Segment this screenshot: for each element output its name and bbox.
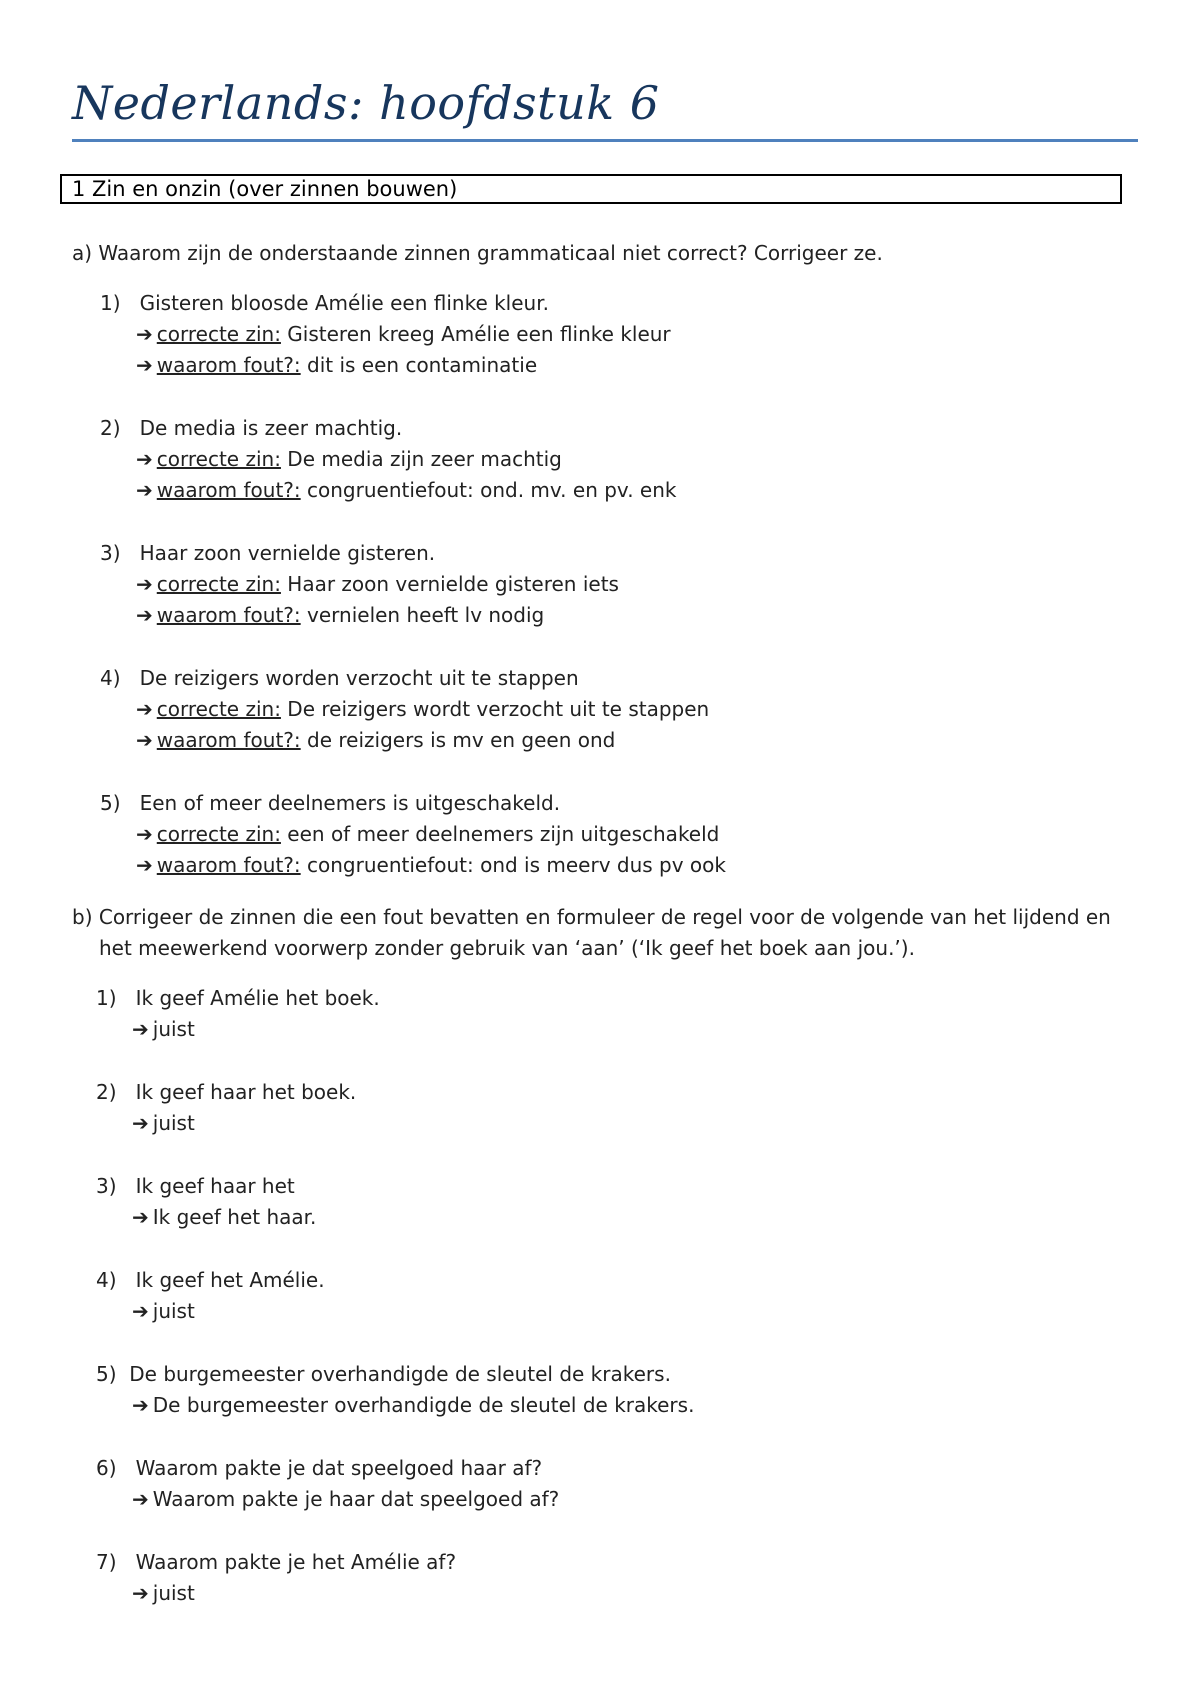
item-number: 1) (96, 986, 117, 1010)
correct-line (136, 321, 671, 347)
arrow-icon: ➔ (136, 603, 153, 627)
arrow-icon: ➔ (132, 1017, 149, 1041)
answer-line (132, 1298, 195, 1324)
answer-text: Waarom pakte je haar dat speelgoed af? (152, 1487, 560, 1511)
item-text (100, 290, 549, 316)
section-heading-box: 1 Zin en onzin (over zinnen bouwen) (60, 174, 1122, 204)
item-sentence: Ik geef haar het boek. (135, 1080, 357, 1104)
arrow-icon: ➔ (132, 1299, 149, 1323)
item-text (100, 790, 560, 816)
item-number: 5) (96, 1362, 117, 1386)
answer-line (132, 1204, 316, 1230)
item-sentence: De media is zeer machtig. (139, 416, 403, 440)
item-sentence: Waarom pakte je het Amélie af? (135, 1550, 457, 1574)
item-text (96, 1549, 456, 1575)
item-text (100, 415, 402, 441)
item-text (96, 1173, 295, 1199)
answer-text: juist (152, 1299, 195, 1323)
item-text (100, 665, 579, 691)
answer-line (132, 1016, 195, 1042)
correct-label: correcte zin: (156, 447, 281, 471)
item-sentence: Een of meer deelnemers is uitgeschakeld. (139, 791, 561, 815)
correct-sentence: Gisteren kreeg Amélie een flinke kleur (287, 322, 671, 346)
arrow-icon: ➔ (136, 478, 153, 502)
why-text: de reizigers is mv en geen ond (307, 728, 616, 752)
arrow-icon: ➔ (132, 1393, 149, 1417)
correct-label: correcte zin: (156, 322, 281, 346)
why-text: vernielen heeft lv nodig (307, 603, 545, 627)
answer-text: juist (152, 1111, 195, 1135)
item-number: 2) (96, 1080, 117, 1104)
item-number: 6) (96, 1456, 117, 1480)
correct-line (136, 696, 709, 722)
correct-sentence: een of meer deelnemers zijn uitgeschakeld (287, 822, 720, 846)
item-number: 5) (100, 791, 121, 815)
arrow-icon: ➔ (136, 447, 153, 471)
why-label: waarom fout?: (156, 603, 301, 627)
item-sentence: Haar zoon vernielde gisteren. (139, 541, 436, 565)
why-line (136, 727, 615, 753)
why-label: waarom fout?: (156, 853, 301, 877)
arrow-icon: ➔ (132, 1581, 149, 1605)
correct-line (136, 821, 719, 847)
arrow-icon: ➔ (136, 572, 153, 596)
title-underline (72, 139, 1138, 142)
why-line (136, 477, 677, 503)
answer-line (132, 1110, 195, 1136)
correct-sentence: Haar zoon vernielde gisteren iets (287, 572, 619, 596)
correct-label: correcte zin: (156, 572, 281, 596)
item-number: 1) (100, 291, 121, 315)
item-number: 7) (96, 1550, 117, 1574)
arrow-icon: ➔ (132, 1487, 149, 1511)
arrow-icon: ➔ (132, 1205, 149, 1229)
item-number: 4) (100, 666, 121, 690)
item-sentence: De burgemeester overhandigde de sleutel de krakers. (129, 1362, 671, 1386)
part-a-intro: a) Waarom zijn de onderstaande zinnen grammaticaal niet correct? Corrigeer ze. (72, 241, 883, 265)
correct-label: correcte zin: (156, 822, 281, 846)
page-title: Nederlands: hoofdstuk 6 (72, 76, 660, 130)
answer-text: Ik geef het haar. (152, 1205, 317, 1229)
item-text (100, 540, 435, 566)
why-text: congruentiefout: ond is meerv dus pv ook (307, 853, 726, 877)
why-text: congruentiefout: ond. mv. en pv. enk (307, 478, 677, 502)
item-text (96, 1361, 671, 1387)
why-line (136, 602, 544, 628)
item-text (96, 1455, 542, 1481)
why-line (136, 352, 537, 378)
why-label: waarom fout?: (156, 353, 301, 377)
item-sentence: De reizigers worden verzocht uit te stappen (139, 666, 579, 690)
item-text (96, 1267, 325, 1293)
arrow-icon: ➔ (132, 1111, 149, 1135)
correct-label: correcte zin: (156, 697, 281, 721)
correct-sentence: De media zijn zeer machtig (287, 447, 562, 471)
part-b-intro-line-2: het meewerkend voorwerp zonder gebruik van ‘aan’ (‘Ik geef het boek aan jou.’). (99, 936, 915, 960)
answer-line (132, 1392, 694, 1418)
arrow-icon: ➔ (136, 853, 153, 877)
item-number: 4) (96, 1268, 117, 1292)
why-text: dit is een contaminatie (307, 353, 538, 377)
why-label: waarom fout?: (156, 478, 301, 502)
arrow-icon: ➔ (136, 697, 153, 721)
answer-text: juist (152, 1017, 195, 1041)
why-label: waarom fout?: (156, 728, 301, 752)
item-sentence: Ik geef haar het (135, 1174, 295, 1198)
item-sentence: Ik geef het Amélie. (135, 1268, 325, 1292)
item-number: 2) (100, 416, 121, 440)
item-sentence: Gisteren bloosde Amélie een flinke kleur. (139, 291, 549, 315)
item-number: 3) (100, 541, 121, 565)
why-line (136, 852, 726, 878)
item-sentence: Ik geef Amélie het boek. (135, 986, 380, 1010)
correct-line (136, 446, 562, 472)
answer-line (132, 1580, 195, 1606)
item-sentence: Waarom pakte je dat speelgoed haar af? (135, 1456, 543, 1480)
item-number: 3) (96, 1174, 117, 1198)
item-text (96, 985, 380, 1011)
arrow-icon: ➔ (136, 353, 153, 377)
correct-line (136, 571, 619, 597)
answer-line (132, 1486, 559, 1512)
item-text (96, 1079, 356, 1105)
answer-text: juist (152, 1581, 195, 1605)
arrow-icon: ➔ (136, 728, 153, 752)
correct-sentence: De reizigers wordt verzocht uit te stappen (287, 697, 710, 721)
arrow-icon: ➔ (136, 322, 153, 346)
part-b-intro-line-1: b) Corrigeer de zinnen die een fout bevatten en formuleer de regel voor de volgende van het lijdend en (72, 905, 1111, 929)
answer-text: De burgemeester overhandigde de sleutel de krakers. (152, 1393, 695, 1417)
arrow-icon: ➔ (136, 822, 153, 846)
